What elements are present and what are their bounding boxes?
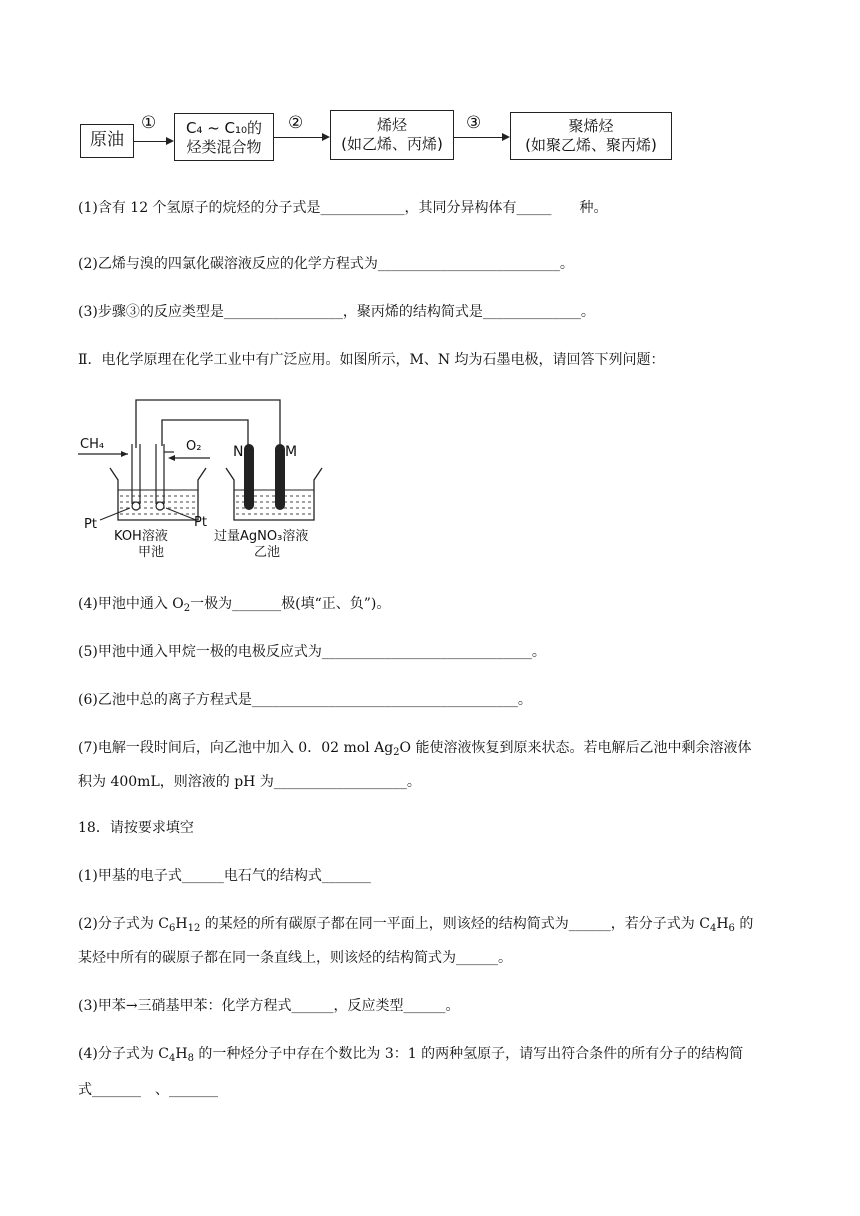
q18-2-d: H [716,916,729,932]
step-2-label: ② [288,113,304,133]
q18-4-s2: 8 [187,1053,194,1064]
yi-label: 乙池 [254,545,281,560]
q4-part-b: 一极为_______极(填“正、负”)。 [190,596,391,612]
q18-2-s1: 6 [169,923,176,934]
question-18-2-line-2: 某烃中所有的碳原子都在同一条直线上，则该烃的结构简式为______。 [78,950,512,966]
question-18-3: (3)甲苯→三硝基甲苯：化学方程式______，反应类型______。 [78,998,460,1014]
question-18-4 [78,1044,743,1064]
question-18-4-line-2: 式_______ 、_______ [78,1082,218,1098]
q18-4-s1: 4 [169,1053,176,1064]
olefin-box [330,110,454,160]
olefin-line-2: (如乙烯、丙烯) [341,135,443,153]
polyolefin-line-2: (如聚乙烯、聚丙烯) [525,136,657,154]
arrow-3 [454,137,508,138]
q7-part-b: O 能使溶液恢复到原来状态。若电解后乙池中剩余溶液体 [399,740,752,756]
o2-label: O₂ [186,439,202,454]
crude-oil-box: 原油 [80,124,134,158]
q18-2-s4: 6 [728,923,735,934]
q18-2-s2: 12 [187,923,201,934]
jia-label: 甲池 [138,545,165,560]
polyolefin-line-1: 聚烯烃 [568,117,614,135]
mixture-line-2: 烃类混合物 [186,138,262,156]
question-4 [78,594,390,614]
q18-2-c: 的某烃的所有碳原子都在同一平面上，则该烃的结构简式为______，若分子式为 C [200,916,710,932]
arrow-2 [274,137,328,138]
koh-label: KOH溶液 [114,529,168,544]
question-2: (2)乙烯与溴的四氯化碳溶液反应的化学方程式为__________________________。 [78,256,574,272]
hydrocarbon-mixture-box [174,113,274,161]
q18-2-e: 的 [734,916,754,932]
question-18-2 [78,914,753,934]
q18-4-c: 的一种烃分子中存在个数比为 3：1 的两种氢原子，请写出符合条件的所有分子的结构简 [193,1046,744,1062]
step-3-label: ③ [466,113,482,133]
q7-part-a: (7)电解一段时间后，向乙池中加入 0．02 mol Ag [78,740,394,756]
n-label: N [233,444,244,460]
q18-2-b: H [175,916,188,932]
pt-left-label: Pt [84,517,97,532]
q18-4-b: H [175,1046,188,1062]
question-7 [78,738,751,758]
wire-inner [162,420,248,446]
wire-outer [136,400,280,448]
m-label: M [285,444,298,460]
agno3-label: 过量AgNO₃溶液 [214,529,309,544]
q18-2-s3: 4 [709,923,717,934]
question-5: (5)甲池中通入甲烷一极的电极反应式为______________________________。 [78,644,546,660]
q4-sub: 2 [183,603,191,614]
beaker-jia [78,444,210,520]
question-7-line-2: 积为 400mL，则溶液的 pH 为___________________。 [78,774,421,790]
question-18-title: 18．请按要求填空 [78,820,194,836]
q7-sub: 2 [393,747,400,758]
part-2-intro: Ⅱ．电化学原理在化学工业中有广泛应用。如图所示，M、N 均为石墨电极，请回答下列问题： [78,352,665,368]
olefin-line-1: 烯烃 [376,116,407,134]
q4-part-a: (4)甲池中通入 O [78,596,184,612]
ch4-label: CH₄ [80,437,105,452]
polyolefin-box [510,112,672,160]
process-flow [0,0,860,180]
electrochemistry-diagram [78,396,338,566]
q18-2-a: (2)分子式为 C [78,916,169,932]
question-1: (1)含有 12 个氢原子的烷烃的分子式是____________，其同分异构体有_____ 种。 [78,200,608,216]
step-1-label: ① [141,113,157,133]
electrode-n [244,444,254,510]
mixture-line-1: C₄ ~ C₁₀的 [185,119,263,137]
arrow-1 [134,141,172,142]
question-6: (6)乙池中总的离子方程式是______________________________________。 [78,692,532,708]
q18-4-a: (4)分子式为 C [78,1046,169,1062]
electrode-m [275,444,285,510]
pt-right-label: Pt [194,515,207,530]
question-3: (3)步骤③的反应类型是_________________，聚丙烯的结构简式是______________。 [78,304,595,320]
question-18-1: (1)甲基的电子式______电石气的结构式_______ [78,868,371,884]
